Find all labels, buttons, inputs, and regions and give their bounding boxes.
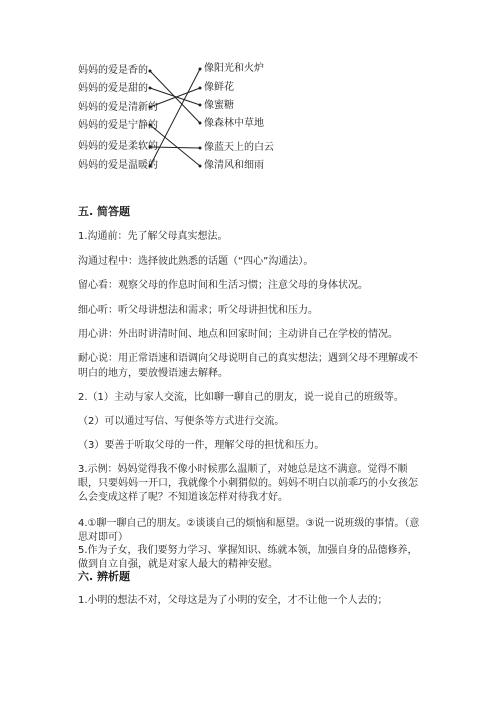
match-dot bbox=[149, 70, 152, 73]
match-dot bbox=[199, 68, 202, 71]
answer-paragraph: （3）要善于听取父母的一件，理解父母的担忧和压力。 bbox=[78, 440, 325, 451]
answer-paragraph: 用心讲：外出时讲清时间、地点和回家时间；主动讲自己在学校的情况。 bbox=[78, 329, 398, 340]
matching-exercise bbox=[0, 0, 500, 190]
match-dot bbox=[199, 122, 202, 125]
match-right-6: 像清风和细雨 bbox=[204, 160, 264, 171]
section-title-analysis: 六. 辨析题 bbox=[78, 570, 131, 583]
section-title-short-answer: 五. 简答题 bbox=[78, 205, 131, 218]
answer-paragraph: 细心听：听父母讲想法和需求；听父母讲担忧和压力。 bbox=[78, 305, 318, 316]
answer-paragraph: 1.小明的想法不对，父母这是为了小明的安全，才不让他一个人去的； bbox=[78, 595, 388, 606]
match-left-2: 妈妈的爱是甜的 bbox=[78, 83, 148, 94]
answer-paragraph: 留心看：观察父母的作息时间和生活习惯；注意父母的身体状况。 bbox=[78, 280, 368, 291]
match-right-3: 像蜜糖 bbox=[204, 100, 234, 111]
answer-paragraph: 沟通过程中：选择彼此熟悉的话题（“四心”沟通法）。 bbox=[78, 256, 314, 267]
match-right-1: 像阳光和火炉 bbox=[204, 63, 264, 74]
match-left-1: 妈妈的爱是香的 bbox=[78, 65, 148, 76]
match-dot bbox=[199, 87, 202, 90]
answer-paragraph: 1.沟通前：先了解父母真实想法。 bbox=[78, 231, 228, 242]
match-right-5: 像蓝天上的白云 bbox=[204, 142, 274, 153]
answer-paragraph: （2）可以通过写信、写便条等方式进行交流。 bbox=[78, 416, 285, 427]
match-left-5: 妈妈的爱是柔软的 bbox=[78, 141, 158, 152]
match-dot bbox=[199, 147, 202, 150]
match-right-4: 像森林中草地 bbox=[204, 118, 264, 129]
answer-paragraph: 2.（1）主动与家人交流，比如聊一聊自己的朋友，说一说自己的班级等。 bbox=[78, 392, 404, 403]
match-dot bbox=[149, 87, 152, 90]
answer-paragraph: 5.作为子女，我们要努力学习、掌握知识、练就本领，加强自身的品德修养，做到自立自强，就是对家人最大的精神安慰。 bbox=[78, 545, 418, 570]
match-dot bbox=[199, 104, 202, 107]
answer-paragraph: 3.示例：妈妈觉得我不像小时候那么温顺了，对她总是这不满意。觉得不顺眼，只要妈妈一开口，我就像个小刺猬似的。妈妈不明白以前乖巧的小女孩怎么会变成这样了呢？不知道该怎样对待我才好。 bbox=[78, 464, 418, 503]
match-left-3: 妈妈的爱是清新的 bbox=[78, 102, 158, 113]
match-dot bbox=[199, 165, 202, 168]
answer-paragraph: 4.①聊一聊自己的朋友。②谈谈自己的烦恼和愿望。③说一说班级的事情。（意思对即可） bbox=[78, 518, 420, 543]
answer-paragraph: 耐心说：用正常语速和语调向父母说明自己的真实想法；遇到父母不理解或不明白的地方，要放慢语速去解释。 bbox=[78, 353, 418, 379]
match-right-2: 像鲜花 bbox=[204, 82, 234, 93]
match-left-6: 妈妈的爱是温暖的 bbox=[78, 160, 158, 171]
match-left-4: 妈妈的爱是宁静的 bbox=[78, 120, 158, 131]
